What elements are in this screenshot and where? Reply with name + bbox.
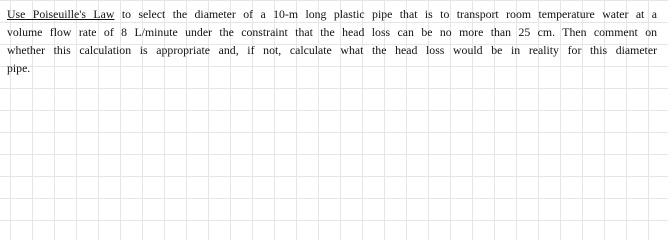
- problem-line-2: volume flow rate of 8 L/minute under the constraint that the head loss can be no more than 25 cm. Then comment on: [7, 25, 657, 39]
- problem-statement: [7, 5, 657, 77]
- problem-line-1-text: to select the diameter of a 10-m long plastic pipe that is to transport room temperature water at a: [114, 7, 657, 21]
- problem-line-4: pipe.: [7, 61, 31, 75]
- problem-line-3: whether this calculation is appropriate and, if not, calculate what the head loss would be in reality for this diameter: [7, 43, 657, 57]
- problem-line-1: [7, 5, 657, 23]
- poiseuille-law-link[interactable]: Use Poiseuille's Law: [7, 7, 115, 21]
